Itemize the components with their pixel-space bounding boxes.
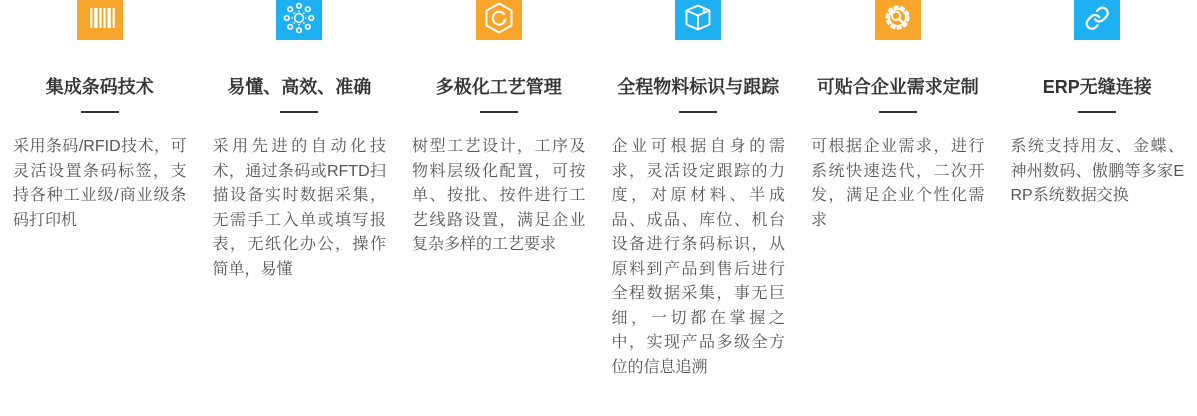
feature-title: 集成条码技术	[45, 77, 154, 97]
title-divider	[480, 111, 518, 113]
feature-column	[998, 0, 1197, 416]
chain-link-icon	[1074, 0, 1120, 40]
gear-magnifier-icon	[875, 0, 921, 40]
title-divider	[81, 111, 119, 113]
feature-description: 采用条码/RFID技术，可灵活设置条码标签，支持各种工业级/商业级条码打印机	[13, 138, 187, 229]
feature-title: ERP无缝连接	[1042, 77, 1152, 97]
title-divider	[280, 111, 318, 113]
network-hub-icon	[276, 0, 322, 40]
title-divider	[679, 111, 717, 113]
feature-description: 采用先进的自动化技术，通过条码或RFTD扫描设备实时数据采集，无需手工入单或填写报表，无纸化办公，操作简单，易懂	[212, 138, 386, 278]
feature-column	[399, 0, 599, 416]
feature-title: 可贴合企业需求定制	[816, 77, 979, 97]
title-divider	[879, 111, 917, 113]
title-divider	[1078, 111, 1116, 113]
feature-title: 易懂、高效、准确	[227, 77, 372, 97]
feature-column	[798, 0, 998, 416]
package-box-icon	[675, 0, 721, 40]
feature-column	[0, 0, 200, 416]
feature-title: 多极化工艺管理	[435, 77, 562, 97]
feature-description: 可根据企业需求，进行系统快速迭代，二次开发，满足企业个性化需求	[811, 138, 985, 229]
barcode-icon	[77, 0, 123, 40]
feature-description: 企业可根据自身的需求，灵活设定跟踪的力度，对原材料、半成品、成品、库位、机台设备进行条码标识，从原料到产品到售后进行全程数据采集，事无巨细，一切都在掌握之中，实现产品多级全方位的信息追溯	[611, 138, 785, 376]
feature-description: 系统支持用友、金蝶、神州数码、傲鹏等多家ERP系统数据交换	[1010, 138, 1184, 204]
feature-column	[599, 0, 799, 416]
feature-title: 全程物料标识与跟踪	[617, 77, 780, 97]
feature-description: 树型工艺设计，工序及物料层级化配置，可按单、按批、按件进行工艺线路设置，满足企业复杂多样的工艺要求	[412, 138, 586, 253]
hexagon-cycle-icon	[476, 0, 522, 40]
feature-column	[200, 0, 400, 416]
